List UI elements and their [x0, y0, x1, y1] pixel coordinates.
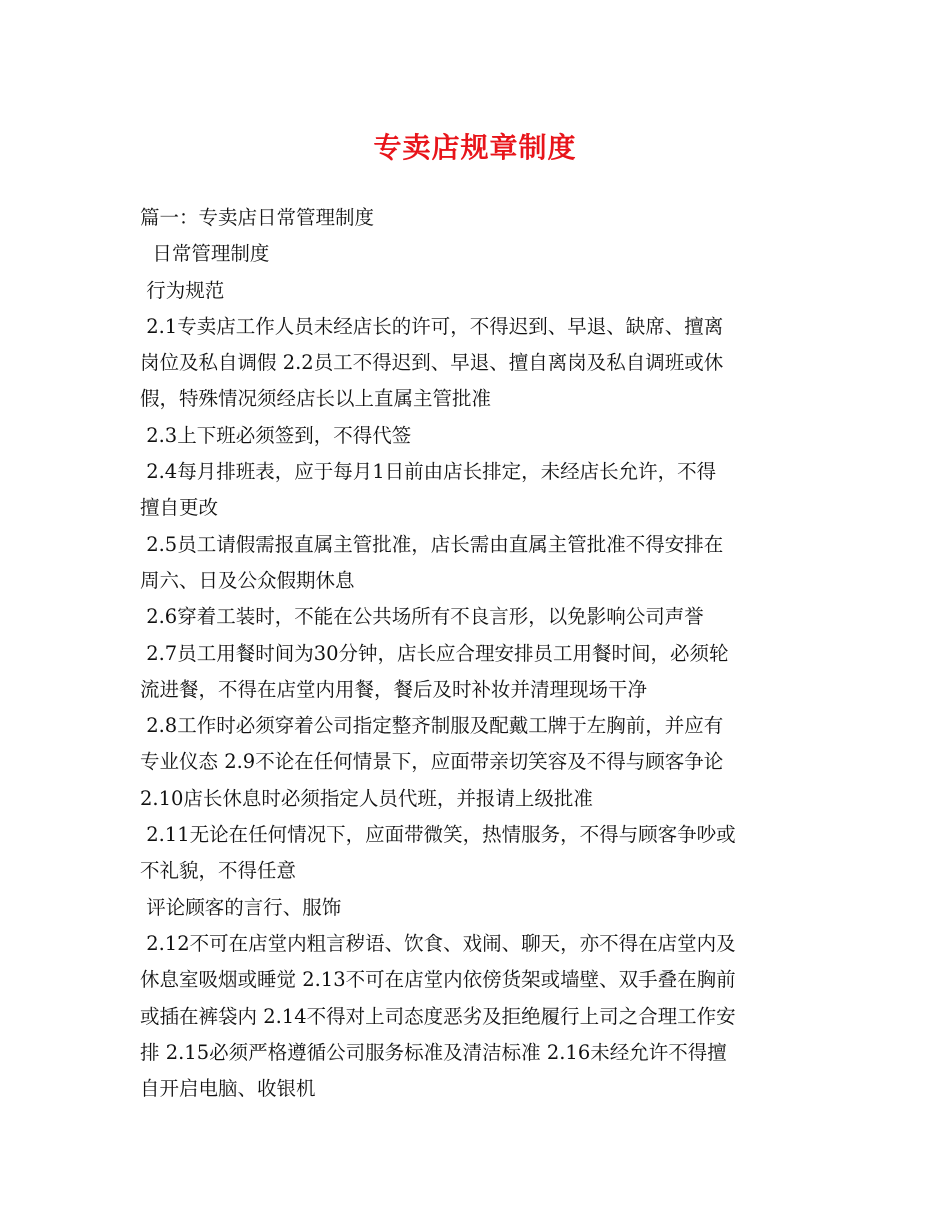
body-line: 2.7员工用餐时间为30分钟，店长应合理安排员工用餐时间，必须轮 [140, 641, 729, 665]
body-line: 擅自更改 [140, 496, 219, 520]
body-line: 2.4每月排班表，应于每月1日前由店长排定，未经店长允许，不得 [140, 460, 717, 484]
body-line: 2.3上下班必须签到，不得代签 [140, 423, 412, 447]
body-line: 不礼貌，不得任意 [140, 859, 297, 883]
body-line: 休息室吸烟或睡觉 2.13不可在店堂内依傍货架或墙壁、双手叠在胸前 [140, 968, 736, 992]
body-line: 岗位及私自调假 2.2员工不得迟到、早退、擅自离岗及私自调班或休 [140, 351, 724, 375]
body-line: 假，特殊情况须经店长以上直属主管批准 [140, 387, 492, 411]
body-line: 专业仪态 2.9不论在任何情景下，应面带亲切笑容及不得与顾客争论 [140, 750, 724, 774]
body-line: 日常管理制度 [140, 242, 270, 266]
body-line: 2.10店长休息时必须指定人员代班，并报请上级批准 [140, 786, 593, 810]
body-line: 流进餐，不得在店堂内用餐，餐后及时补妆并清理现场干净 [140, 677, 648, 701]
body-line: 2.8工作时必须穿着公司指定整齐制服及配戴工牌于左胸前，并应有 [140, 714, 724, 738]
body-line: 自开启电脑、收银机 [140, 1077, 316, 1101]
body-line: 行为规范 [140, 278, 225, 302]
body-line: 2.6穿着工装时，不能在公共场所有不良言形，以免影响公司声誉 [140, 605, 704, 629]
body-line: 2.5员工请假需报直属主管批准，店长需由直属主管批准不得安排在 [140, 532, 724, 556]
document-body [140, 200, 820, 1107]
body-line: 2.12不可在店堂内粗言秽语、饮食、戏闹、聊天，亦不得在店堂内及 [140, 931, 736, 955]
body-line: 排 2.15必须严格遵循公司服务标准及清洁标准 2.16未经允许不得擅 [140, 1040, 727, 1064]
body-line: 或插在裤袋内 2.14不得对上司态度恶劣及拒绝履行上司之合理工作安 [140, 1004, 736, 1028]
body-line: 篇一：专卖店日常管理制度 [140, 206, 375, 229]
document-title: 专卖店规章制度 [373, 131, 577, 164]
body-line: 周六、日及公众假期休息 [140, 568, 355, 592]
body-line: 评论顾客的言行、服饰 [140, 895, 342, 919]
body-line: 2.11无论在任何情况下，应面带微笑，热情服务，不得与顾客争吵或 [140, 823, 736, 847]
body-line: 2.1专卖店工作人员未经店长的许可，不得迟到、早退、缺席、擅离 [140, 314, 724, 338]
